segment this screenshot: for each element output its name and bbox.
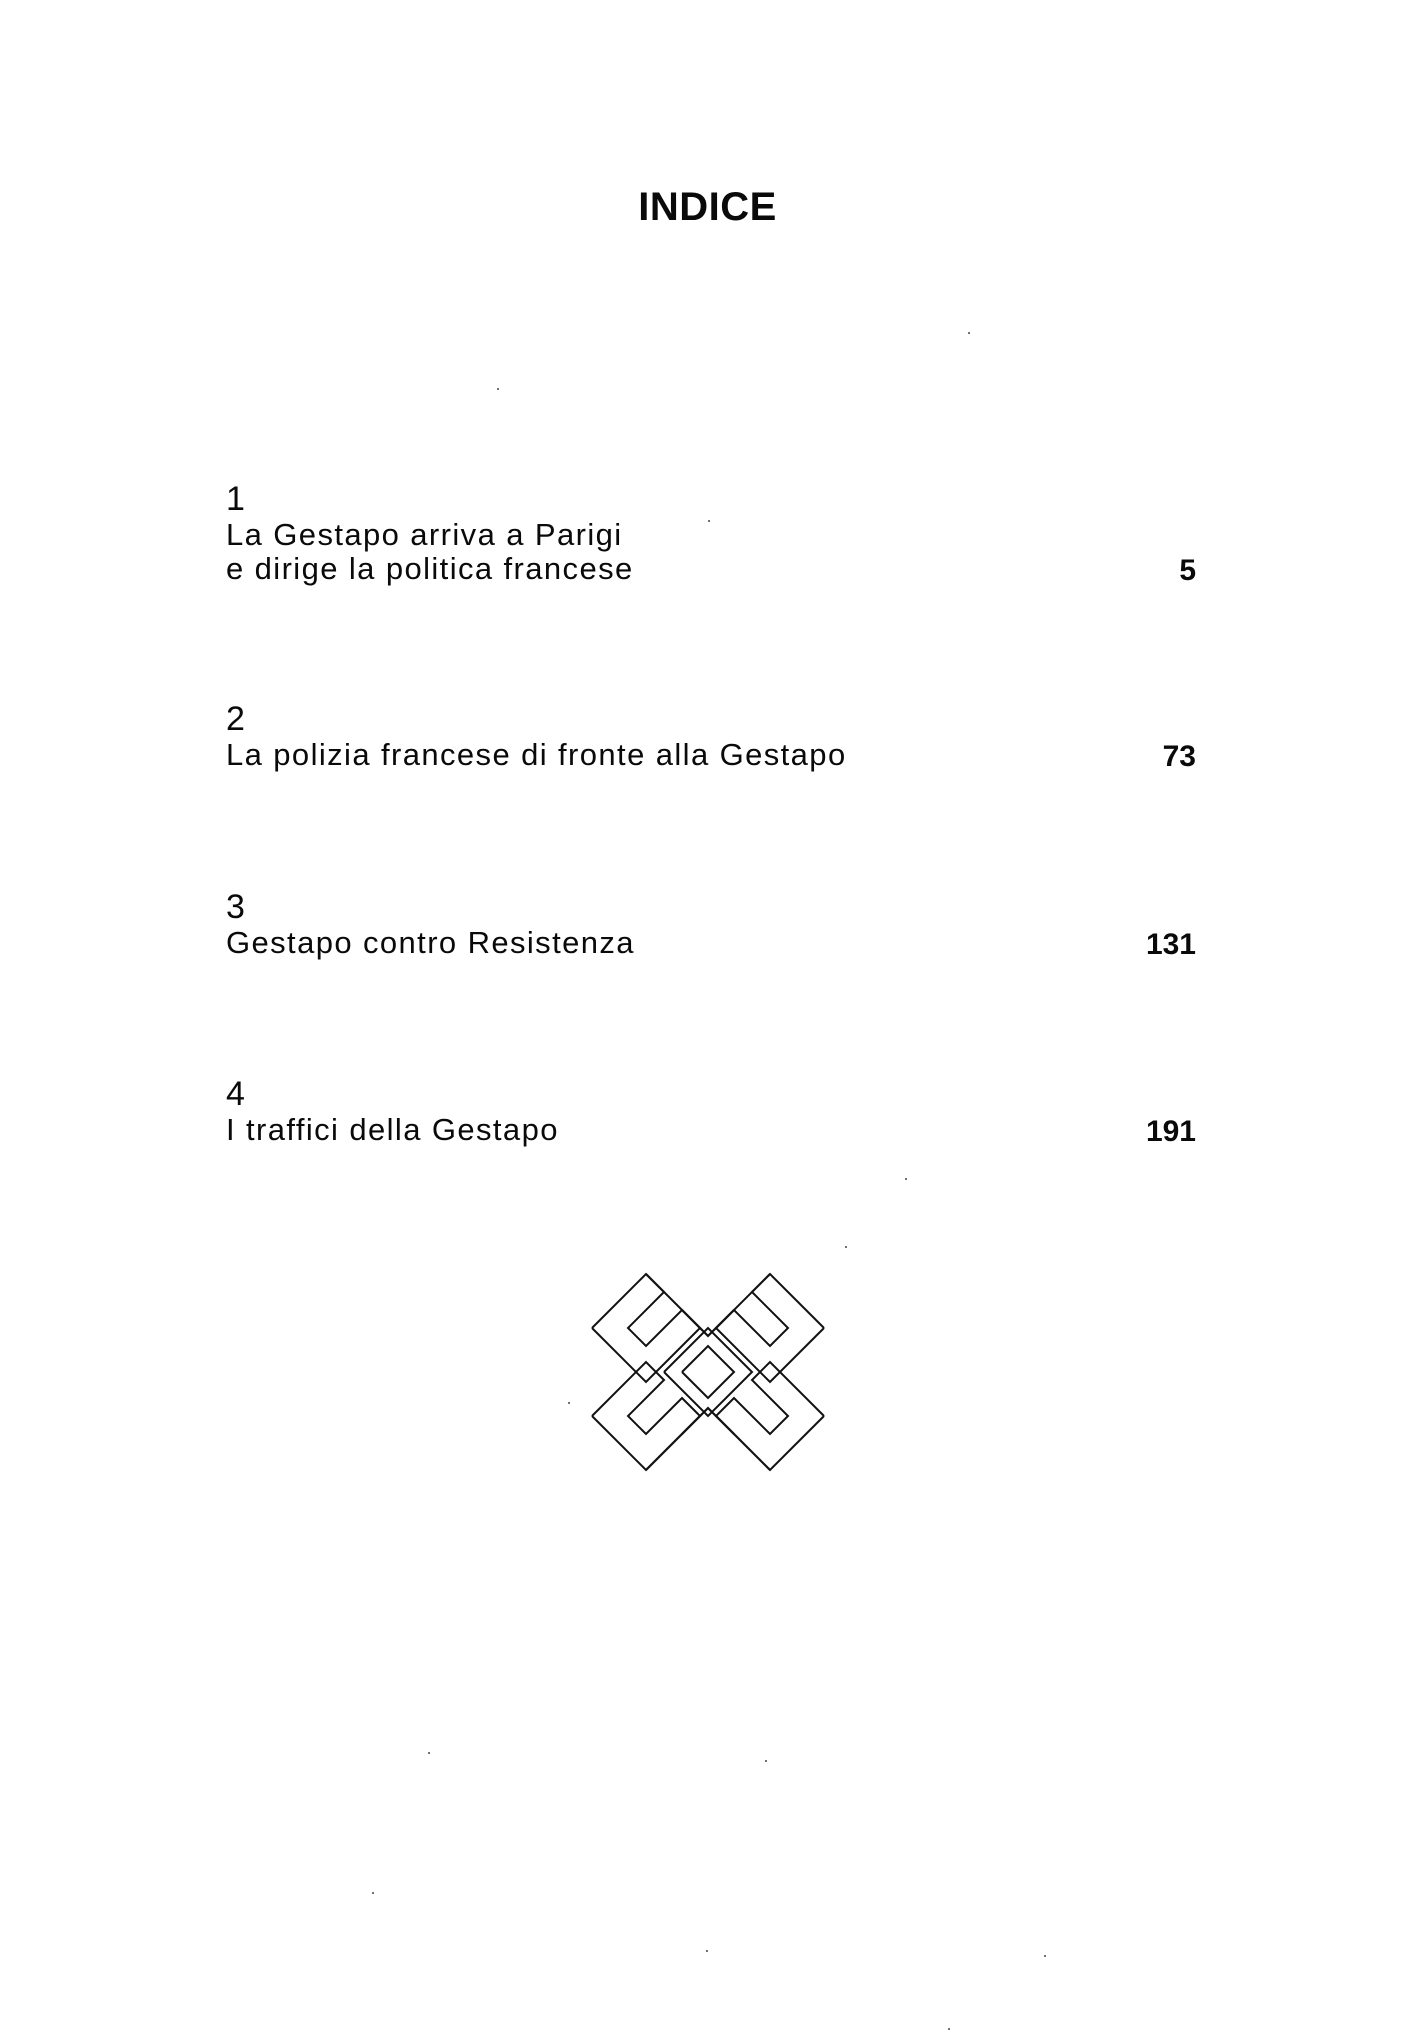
toc-entry-3[interactable]: [226, 888, 1196, 962]
chapter-title: Gestapo contro Resistenza: [226, 925, 635, 960]
chapter-number: 1: [226, 480, 245, 518]
print-speck: [497, 388, 499, 390]
print-speck: [372, 1892, 374, 1894]
page-number: 191: [1145, 1115, 1196, 1148]
print-speck: [708, 520, 710, 522]
page-number: 131: [1145, 928, 1196, 961]
toc-entry-2[interactable]: [226, 700, 1196, 774]
print-speck: [905, 1178, 907, 1180]
print-speck: [1044, 1955, 1046, 1957]
print-speck: [568, 1402, 570, 1404]
chapter-number: 3: [226, 888, 245, 926]
page-title: INDICE: [638, 185, 777, 229]
page-number: 73: [1162, 740, 1196, 773]
print-speck: [428, 1752, 430, 1754]
print-speck: [968, 332, 970, 334]
chapter-number: 2: [226, 700, 245, 738]
print-speck: [845, 1246, 847, 1248]
chapter-title: La Gestapo arriva a Parigi e dirige la politica francese: [226, 517, 634, 586]
chapter-title: La polizia francese di fronte alla Gestapo: [226, 737, 847, 772]
print-speck: [765, 1760, 767, 1762]
page-number: 5: [1179, 554, 1196, 587]
interlaced-meander-ornament-icon: [584, 1248, 832, 1496]
print-speck: [948, 2028, 950, 2030]
chapter-number: 4: [226, 1075, 245, 1113]
chapter-title: I traffici della Gestapo: [226, 1112, 559, 1147]
print-speck: [706, 1950, 708, 1952]
toc-entry-1[interactable]: [226, 480, 1196, 588]
toc-entry-4[interactable]: [226, 1075, 1196, 1149]
